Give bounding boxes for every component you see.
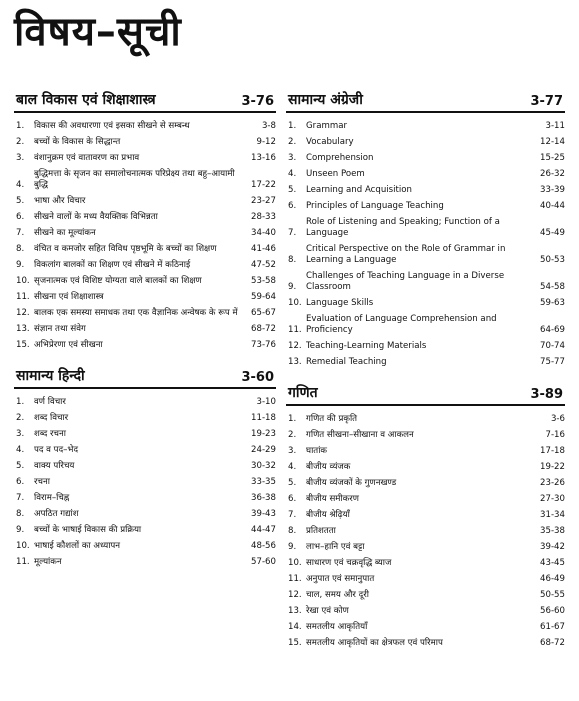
entry-number: 10. [288,298,302,308]
entry-page-range: 73-76 [251,340,276,350]
toc-entry [286,428,565,444]
entry-page-range: 26-32 [540,169,565,179]
entry-title: बीजीय श्रेढ़ियाँ [306,510,350,520]
entry-page-range: 15-25 [540,153,565,163]
entry-title: Unseen Poem [306,169,365,179]
section-header [286,90,565,113]
toc-entry [14,119,276,135]
toc-entry [286,412,565,428]
entry-title: बीजीय समीकरण [306,494,359,504]
entry-page-range: 53-58 [251,276,276,286]
entry-title: वंचित व कमजोर सहित विविध पृष्ठभूमि के बच्चों का शिक्षण [34,244,217,254]
entry-number: 5. [288,478,297,488]
entry-title: Role of Listening and Speaking; Function of a Language [306,217,500,238]
entry-title: लाभ–हानि एवं बट्टा [306,542,365,552]
section-mathematics [286,383,565,652]
entry-number: 11. [288,574,302,584]
entry-number: 2. [16,413,25,423]
entry-page-range: 13-16 [251,153,276,163]
entry-number: 15. [16,340,30,350]
toc-entry [286,135,565,151]
entry-page-range: 50-55 [540,590,565,600]
toc-entry [286,604,565,620]
section-header [286,383,565,406]
entry-page-range: 19-23 [251,429,276,439]
entry-number: 2. [288,137,297,147]
entry-title: अभिप्रेरणा एवं सीखना [34,340,103,350]
entry-title: बुद्धिमत्ता के सृजन का समालोचनात्मक परिप्रेक्ष्य तथा बहु–आयामी बुद्धि [34,169,235,190]
entry-title: पद व पद–भेद [34,445,79,455]
entry-number: 7. [288,228,297,238]
toc-entry [14,226,276,242]
section-items [286,119,565,371]
entry-title: सीखना एवं शिक्षाशास्त्र [34,292,104,302]
toc-entry [14,523,276,539]
toc-entry [14,135,276,151]
entry-page-range: 24-29 [251,445,276,455]
entry-number: 10. [16,276,30,286]
entry-number: 8. [16,509,25,519]
entry-page-range: 50-53 [540,255,565,265]
page-title: विषय–सूची [14,9,182,55]
toc-entry [14,507,276,523]
toc-entry [14,167,276,194]
toc-entry [286,242,565,269]
entry-title: वंशानुक्रम एवं वातावरण का प्रभाव [34,153,140,163]
toc-entry [286,636,565,652]
section-general-hindi [14,366,276,571]
entry-page-range: 3-10 [256,397,276,407]
entry-number: 4. [16,180,25,190]
toc-entry [14,411,276,427]
entry-title: Evaluation of Language Comprehension and Proficiency [306,314,497,335]
entry-number: 12. [288,341,302,351]
entry-page-range: 70-74 [540,341,565,351]
entry-title: मूल्यांकन [34,557,62,567]
entry-number: 9. [288,542,297,552]
entry-title: Comprehension [306,153,374,163]
entry-title: अपठित गद्यांश [34,509,79,519]
entry-number: 1. [288,414,297,424]
toc-entry [14,210,276,226]
section-general-english [286,90,565,371]
entry-page-range: 57-60 [251,557,276,567]
entry-title: बच्चों के भाषाई विकास की प्रक्रिया [34,525,142,535]
entry-title: समतलीय आकृतियाँ [306,622,368,632]
entry-number: 4. [288,462,297,472]
entry-title: समतलीय आकृतियों का क्षेत्रफल एवं परिमाप [306,638,443,648]
entry-page-range: 33-39 [540,185,565,195]
entry-page-range: 23-27 [251,196,276,206]
entry-title: साधारण एवं चक्रवृद्धि ब्याज [306,558,392,568]
entry-page-range: 54-58 [540,282,565,292]
entry-title: शब्द रचना [34,429,66,439]
entry-page-range: 17-18 [540,446,565,456]
entry-page-range: 61-67 [540,622,565,632]
entry-page-range: 19-22 [540,462,565,472]
entry-title: Remedial Teaching [306,357,387,367]
entry-number: 5. [16,461,25,471]
toc-entry [14,322,276,338]
section-child-development [14,90,276,354]
section-title: गणित [288,385,318,401]
toc-entry [286,167,565,183]
entry-number: 13. [16,324,30,334]
toc-entry [286,476,565,492]
entry-page-range: 12-14 [540,137,565,147]
entry-page-range: 11-18 [251,413,276,423]
entry-title: Vocabulary [306,137,354,147]
entry-number: 12. [16,308,30,318]
entry-title: घातांक [306,446,328,456]
toc-entry [14,306,276,322]
entry-title: विराम–चिह्न [34,493,70,503]
section-page-range: 3-76 [241,94,274,109]
entry-page-range: 48-56 [251,541,276,551]
entry-title: वाक्य परिचय [34,461,75,471]
entry-title: वर्ण विचार [34,397,66,407]
entry-title: संज्ञान तथा संवेग [34,324,86,334]
entry-number: 14. [288,622,302,632]
entry-title: बालक एक समस्या समाधक तथा एक वैज्ञानिक अन्वेषक के रूप में [34,308,238,318]
entry-page-range: 28-33 [251,212,276,222]
entry-page-range: 30-32 [251,461,276,471]
entry-page-range: 36-38 [251,493,276,503]
entry-page-range: 31-34 [540,510,565,520]
entry-title: सीखने वालों के मध्य वैयक्तिक विभिन्नता [34,212,158,222]
entry-number: 15. [288,638,302,648]
section-title: सामान्य हिन्दी [16,368,85,384]
toc-entry [286,312,565,339]
entry-title: Language Skills [306,298,374,308]
entry-number: 9. [288,282,297,292]
entry-number: 5. [288,185,297,195]
section-title: सामान्य अंग्रेजी [288,92,363,108]
entry-title: Learning and Acquisition [306,185,413,195]
section-items [14,395,276,571]
entry-number: 9. [16,525,25,535]
entry-number: 13. [288,357,302,367]
entry-page-range: 27-30 [540,494,565,504]
entry-page-range: 47-52 [251,260,276,270]
section-items [14,119,276,354]
section-page-range: 3-60 [241,370,274,385]
entry-page-range: 46-49 [540,574,565,584]
entry-title: गणित सीखना–सीखाना व आकलन [306,430,414,440]
entry-title: बच्चों के विकास के सिद्धान्त [34,137,121,147]
entry-page-range: 65-67 [251,308,276,318]
entry-number: 1. [16,121,25,131]
section-title: बाल विकास एवं शिक्षाशास्त्र [16,92,156,108]
toc-entry [286,183,565,199]
toc-entry [14,395,276,411]
toc-entry [286,572,565,588]
entry-page-range: 3-8 [261,121,276,131]
toc-entry [286,508,565,524]
toc-entry [14,427,276,443]
toc-entry [14,290,276,306]
entry-title: शब्द विचार [34,413,69,423]
entry-number: 7. [16,493,25,503]
section-header [14,90,276,113]
entry-title: सीखने का मूल्यांकन [34,228,96,238]
entry-title: रेखा एवं कोण [306,606,349,616]
entry-number: 3. [16,429,25,439]
entry-page-range: 9-12 [256,137,276,147]
entry-title: प्रतिशतता [306,526,336,536]
entry-page-range: 3-11 [545,121,565,131]
entry-title: चाल, समय और दूरी [306,590,369,600]
toc-entry [286,269,565,296]
entry-page-range: 3-6 [550,414,565,424]
toc-entry [286,355,565,371]
toc-entry [286,296,565,312]
entry-title: रचना [34,477,50,487]
entry-number: 6. [288,201,297,211]
toc-entry [14,194,276,210]
toc-entry [286,151,565,167]
entry-number: 11. [288,325,302,335]
entry-number: 3. [16,153,25,163]
toc-entry [14,274,276,290]
entry-page-range: 33-35 [251,477,276,487]
entry-page-range: 43-45 [540,558,565,568]
entry-number: 1. [16,397,25,407]
entry-page-range: 17-22 [251,180,276,190]
entry-number: 9. [16,260,25,270]
entry-page-range: 34-40 [251,228,276,238]
entry-page-range: 75-77 [540,357,565,367]
entry-page-range: 40-44 [540,201,565,211]
entry-number: 5. [16,196,25,206]
entry-title: भाषा और विचार [34,196,86,206]
entry-page-range: 59-63 [540,298,565,308]
entry-page-range: 44-47 [251,525,276,535]
entry-page-range: 41-46 [251,244,276,254]
entry-page-range: 64-69 [540,325,565,335]
entry-title: Grammar [306,121,348,131]
toc-entry [286,620,565,636]
entry-title: Teaching-Learning Materials [306,341,427,351]
entry-number: 10. [288,558,302,568]
entry-title: बीजीय व्यंजक [306,462,351,472]
toc-entry [14,338,276,354]
entry-title: विकलांग बालकों का शिक्षण एवं सीखने में कठिनाई [34,260,191,270]
toc-entry [14,242,276,258]
entry-page-range: 39-43 [251,509,276,519]
toc-entry [14,258,276,274]
entry-number: 1. [288,121,297,131]
entry-title: गणित की प्रकृति [306,414,358,424]
entry-number: 6. [16,477,25,487]
entry-page-range: 56-60 [540,606,565,616]
entry-number: 6. [288,494,297,504]
toc-entry [286,540,565,556]
section-page-range: 3-89 [530,387,563,402]
section-page-range: 3-77 [530,94,563,109]
toc-entry [286,492,565,508]
entry-page-range: 45-49 [540,228,565,238]
entry-number: 7. [16,228,25,238]
entry-page-range: 23-26 [540,478,565,488]
entry-number: 2. [288,430,297,440]
entry-page-range: 39-42 [540,542,565,552]
entry-page-range: 59-64 [251,292,276,302]
entry-number: 11. [16,292,30,302]
toc-entry [286,460,565,476]
entry-number: 4. [288,169,297,179]
toc-entry [14,491,276,507]
entry-page-range: 35-38 [540,526,565,536]
entry-number: 8. [288,255,297,265]
left-column [14,90,276,583]
entry-page-range: 68-72 [540,638,565,648]
section-header [14,366,276,389]
toc-entry [14,475,276,491]
toc-entry [286,588,565,604]
entry-number: 8. [288,526,297,536]
entry-number: 10. [16,541,30,551]
entry-number: 3. [288,153,297,163]
toc-entry [286,339,565,355]
entry-number: 2. [16,137,25,147]
toc-entry [286,556,565,572]
entry-number: 3. [288,446,297,456]
toc-entry [14,459,276,475]
entry-title: अनुपात एवं समानुपात [306,574,375,584]
entry-title: Principles of Language Teaching [306,201,444,211]
entry-title: Challenges of Teaching Language in a Diverse Classroom [306,271,505,292]
entry-number: 11. [16,557,30,567]
entry-title: विकास की अवधारणा एवं इसका सीखने से सम्बन्ध [34,121,190,131]
entry-number: 8. [16,244,25,254]
entry-title: सृजनात्मक एवं विशिष्ट योग्यता वाले बालकों का शिक्षण [34,276,202,286]
entry-title: बीजीय व्यंजकों के गुणनखण्ड [306,478,397,488]
entry-number: 7. [288,510,297,520]
entry-title: Critical Perspective on the Role of Grammar in Learning a Language [306,244,506,265]
toc-entry [14,555,276,571]
toc-entry [286,119,565,135]
toc-entry [14,443,276,459]
entry-number: 6. [16,212,25,222]
right-column [286,90,565,664]
toc-entry [14,539,276,555]
section-items [286,412,565,652]
entry-page-range: 7-16 [545,430,565,440]
toc-entry [286,444,565,460]
entry-page-range: 68-72 [251,324,276,334]
entry-number: 13. [288,606,302,616]
toc-entry [286,215,565,242]
toc-entry [286,199,565,215]
toc-entry [286,524,565,540]
entry-number: 4. [16,445,25,455]
entry-number: 12. [288,590,302,600]
entry-title: भाषाई कौशलों का अध्यापन [34,541,121,551]
toc-entry [14,151,276,167]
